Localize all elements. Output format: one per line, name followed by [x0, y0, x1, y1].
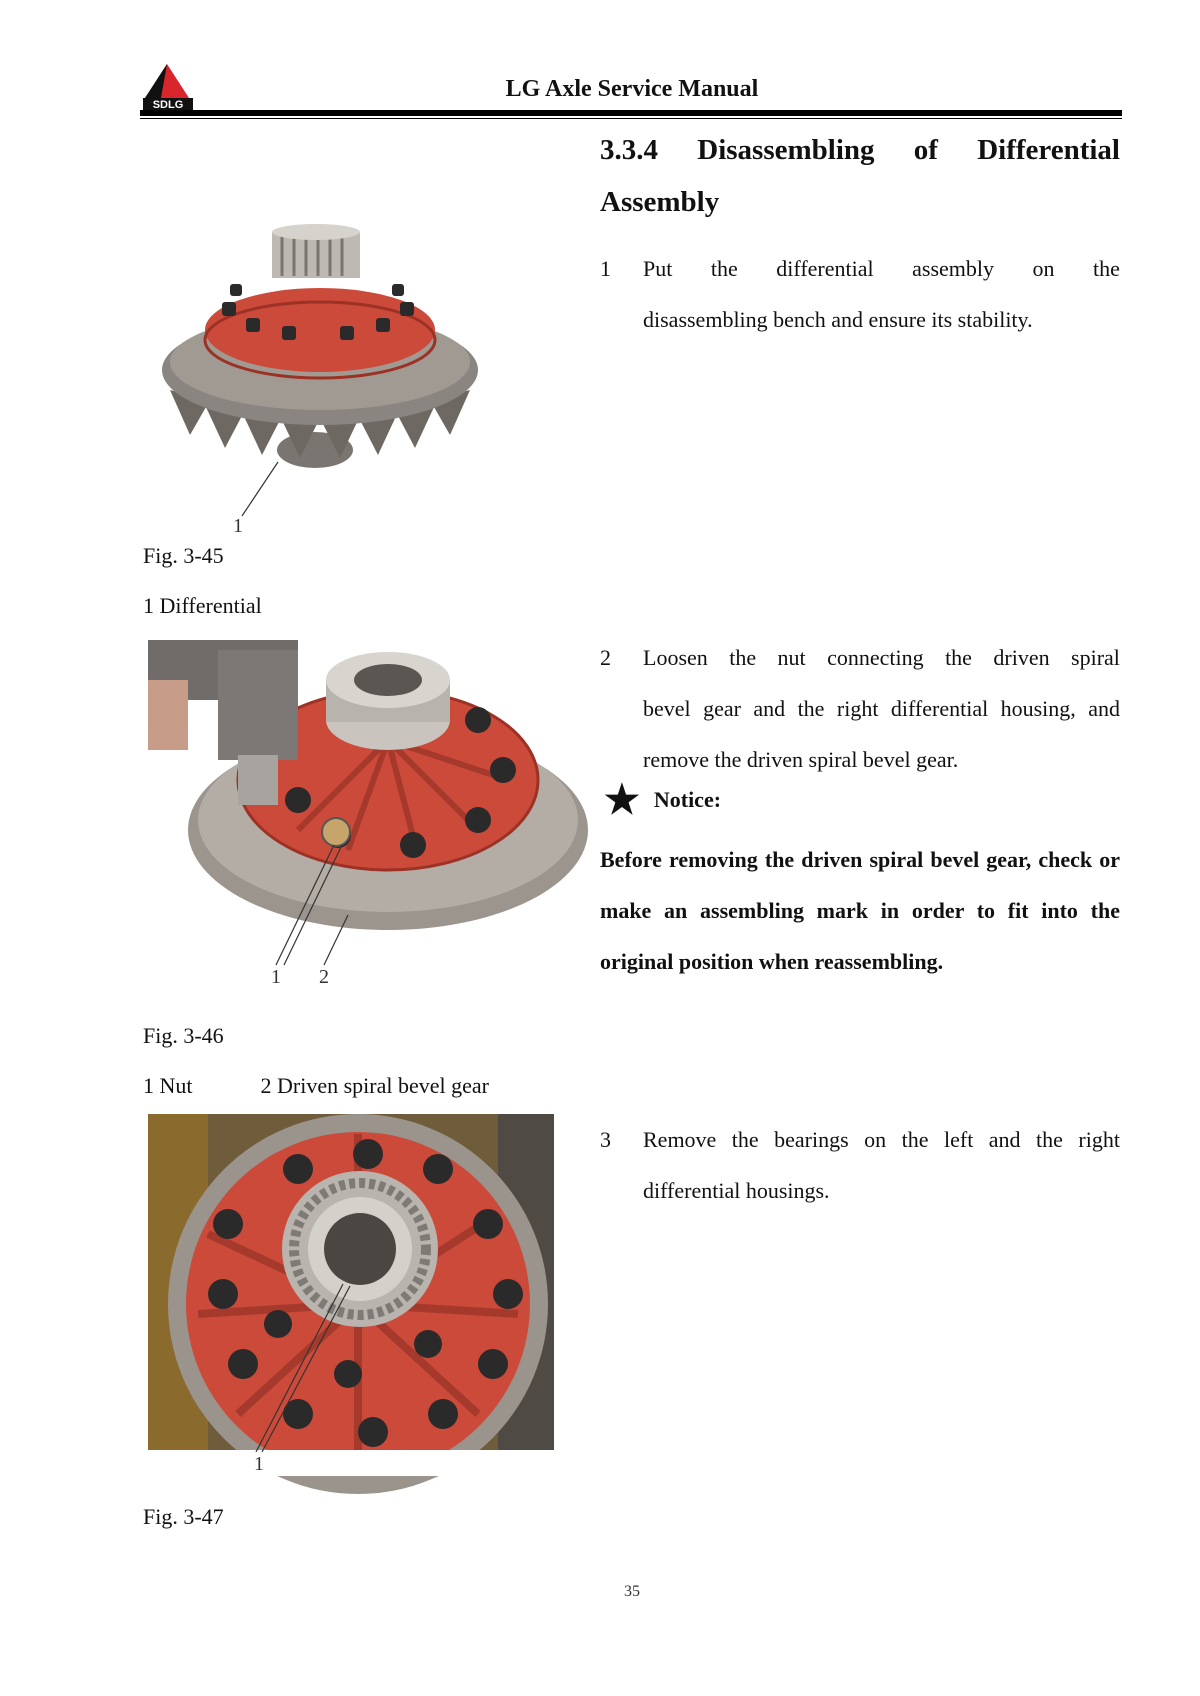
legend-item: 2 Driven spiral bevel gear	[260, 1073, 489, 1098]
step-line	[643, 243, 1120, 294]
step-text: disassembling bench and ensure its stability.	[643, 307, 1033, 332]
word: right	[1078, 1127, 1120, 1152]
step-3	[600, 1114, 1120, 1216]
word: and	[988, 1127, 1021, 1152]
section-title-line2: Assembly	[600, 186, 720, 218]
legend-item: 1 Differential	[143, 593, 262, 618]
header-rule	[140, 110, 1122, 116]
word: the	[1093, 256, 1120, 281]
figure-caption: Fig. 3-47	[143, 1504, 224, 1529]
figure-legend	[143, 1071, 489, 1101]
legend-item: 1 Nut	[143, 1073, 193, 1098]
step-number: 2	[600, 645, 611, 670]
word: driven	[993, 645, 1050, 670]
notice-text: Before removing the driven spiral bevel gear, check or make an assembling mark in order to fit into the original position when reassembling.	[600, 847, 1120, 974]
word: on	[1032, 256, 1055, 281]
section-number: 3.3.4	[600, 134, 658, 166]
word: Put	[643, 256, 673, 281]
callout-1: 1	[271, 966, 281, 988]
word: on	[864, 1127, 887, 1152]
notice-label: Notice:	[653, 787, 722, 812]
word: the	[945, 645, 972, 670]
notice-heading	[604, 777, 722, 822]
step-text: bevel gear and the right differential housing, and remove the driven spiral bevel gear.	[643, 696, 1120, 772]
figure-3-46-image	[148, 640, 552, 992]
word: the	[1036, 1127, 1063, 1152]
header-rule-thin	[140, 118, 1122, 119]
section-title-word: Disassembling	[697, 134, 875, 166]
page-number: 35	[624, 1583, 640, 1600]
figure-3-45-image	[150, 240, 490, 537]
figure-legend	[143, 591, 262, 621]
word: left	[943, 1127, 974, 1152]
word: Remove	[643, 1127, 717, 1152]
step-line	[643, 632, 1120, 683]
step-1	[600, 243, 1120, 345]
step-text: differential housings.	[643, 1178, 830, 1203]
star-icon: ★	[604, 777, 640, 822]
word: connecting	[827, 645, 924, 670]
word: the	[729, 645, 757, 670]
word: the	[731, 1127, 759, 1152]
word: assembly	[912, 256, 995, 281]
word: the	[901, 1127, 929, 1152]
word: the	[710, 256, 738, 281]
word: differential	[776, 256, 874, 281]
word: Loosen	[643, 645, 708, 670]
figure-caption: Fig. 3-46	[143, 1023, 224, 1048]
word: bearings	[774, 1127, 849, 1152]
section-title-word: Differential	[977, 134, 1120, 166]
callout-2: 2	[319, 966, 329, 988]
figure-caption: Fig. 3-45	[143, 543, 224, 568]
header-title: LG Axle Service Manual	[505, 76, 759, 102]
step-line	[643, 1114, 1120, 1165]
word: spiral	[1071, 645, 1120, 670]
section-title	[600, 124, 1120, 228]
step-number: 1	[600, 256, 611, 281]
step-2	[600, 632, 1120, 785]
callout-1: 1	[254, 1453, 264, 1475]
figure-3-47-image	[148, 1114, 554, 1476]
section-title-word: of	[913, 134, 938, 166]
svg-text:SDLG: SDLG	[152, 99, 184, 110]
step-number: 3	[600, 1127, 611, 1152]
word: nut	[777, 645, 806, 670]
callout-1: 1	[233, 515, 243, 537]
